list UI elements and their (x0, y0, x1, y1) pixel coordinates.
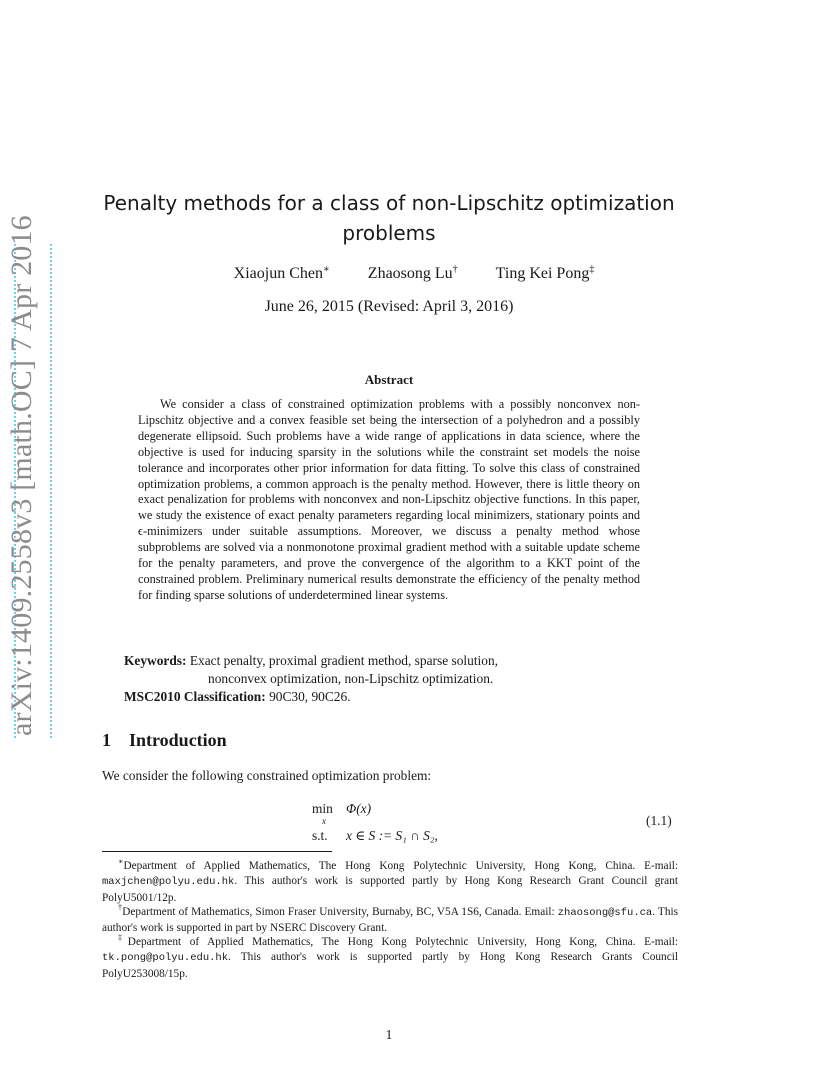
author-name: Zhaosong Lu (367, 265, 453, 283)
equation-1-1 (312, 800, 438, 845)
author-3 (496, 264, 595, 283)
section-title: Introduction (129, 730, 227, 750)
footnote-mark: ∗ (118, 857, 124, 866)
equation-row-st (312, 827, 438, 845)
footnote-mark: ‡ (118, 933, 128, 942)
keywords-block (124, 652, 644, 706)
title-line-2: problems (342, 221, 436, 245)
objective: Φ(x) (346, 801, 372, 816)
keywords-text-1: Exact penalty, proximal gradient method, sparse solution, (189, 653, 498, 668)
author-mark: ∗ (323, 264, 330, 275)
author-mark: † (452, 264, 458, 275)
author-name: Xiaojun Chen (233, 265, 323, 283)
paper-title (100, 188, 678, 248)
footnote-mark: † (118, 903, 123, 912)
msc-label: MSC2010 Classification: (124, 689, 266, 704)
author-name: Ting Kei Pong (495, 265, 590, 283)
constraint: x ∈ S := S₁ ∩ S₂, (346, 828, 438, 843)
equation-row-min (312, 800, 438, 818)
author-1 (234, 264, 330, 283)
footnote-email[interactable]: maxjchen@polyu.edu.hk (102, 876, 235, 889)
section-number: 1 (102, 730, 111, 750)
footnote-1 (102, 854, 678, 907)
author-list (0, 264, 828, 283)
title-line-1: Penalty methods for a class of non-Lipschitz optimization (103, 191, 675, 215)
footnote-email[interactable]: zhaosong@sfu.ca (557, 906, 653, 919)
keywords-label: Keywords: (124, 653, 187, 668)
keywords-line (124, 652, 644, 670)
arxiv-id: arXiv:1409.2558v3 [math.OC] 7 Apr 2016 (5, 215, 38, 736)
footnote-email[interactable]: tk.pong@polyu.edu.hk (102, 952, 229, 965)
abstract-body (138, 397, 640, 604)
footnote-text: Department of Mathematics, Simon Fraser University, Burnaby, BC, V5A 1S6, Canada. Email: (122, 905, 558, 918)
abstract-text: We consider a class of constrained optimization problems with a possibly nonconvex non-Lipschitz objective and a convex feasible set being the intersection of a polyhedron and a possibly degenerate ellipsoid. Such problems have a wide range of applications in data science, where the objective is used for inducing sparsity in the solutions while the constraint set models the noise tolerance and incorporates other prior information for data fitting. To solve this class of constrained optimization problems, a common approach is the penalty method. However, there is little theory on exact penalization for problems with nonconvex and non-Lipschitz objective functions. In this paper, we study the existence of exact penalty parameters regarding local minimizers, stationary points and ϵ-minimizers under suitable assumptions. Moreover, we discuss a penalty method whose subproblems are solved via a nonmonotone proximal gradient method with a suitable update scheme for the penalty parameters, and prove the convergence of the algorithm to a KKT point of the constrained problem. Preliminary numerical results demonstrate the efficiency of the penalty method for finding sparse solutions of underdetermined linear systems. (138, 397, 640, 602)
msc-line (124, 688, 644, 706)
footnote-text: . This author's work is supported in part by NSERC Discovery Grant. (102, 905, 679, 935)
intro-sentence: We consider the following constrained optimization problem: (102, 768, 432, 783)
min-label: min (312, 801, 333, 816)
footnote-rule (102, 851, 332, 852)
author-2 (368, 264, 458, 283)
footnote-text: . This author's work is supported partly by Hong Kong Research Grant Council grant PolyU5001/12p. (102, 875, 678, 904)
st-label: s.t. (312, 828, 328, 843)
footnote-text: Department of Applied Mathematics, The Hong Kong Polytechnic University, Hong Kong, China. E-mail: (123, 859, 678, 872)
author-mark: ‡ (589, 264, 595, 275)
abstract-heading: Abstract (364, 372, 414, 387)
footnote-3 (102, 930, 678, 983)
msc-value: 90C30, 90C26. (269, 689, 351, 704)
section-heading (102, 730, 227, 751)
keywords-text-2: nonconvex optimization, non-Lipschitz optimization. (208, 671, 494, 686)
paper-date: June 26, 2015 (Revised: April 3, 2016) (264, 298, 514, 315)
footnote-text: Department of Applied Mathematics, The Hong Kong Polytechnic University, Hong Kong, China. E-mail: (127, 935, 678, 948)
min-subscript: x (322, 816, 326, 826)
page-number: 1 (385, 1027, 393, 1042)
equation-number: (1.1) (646, 813, 672, 828)
footnote-text: . This author's work is supported partly by Hong Kong Research Grants Council PolyU253008/15p. (102, 951, 678, 980)
